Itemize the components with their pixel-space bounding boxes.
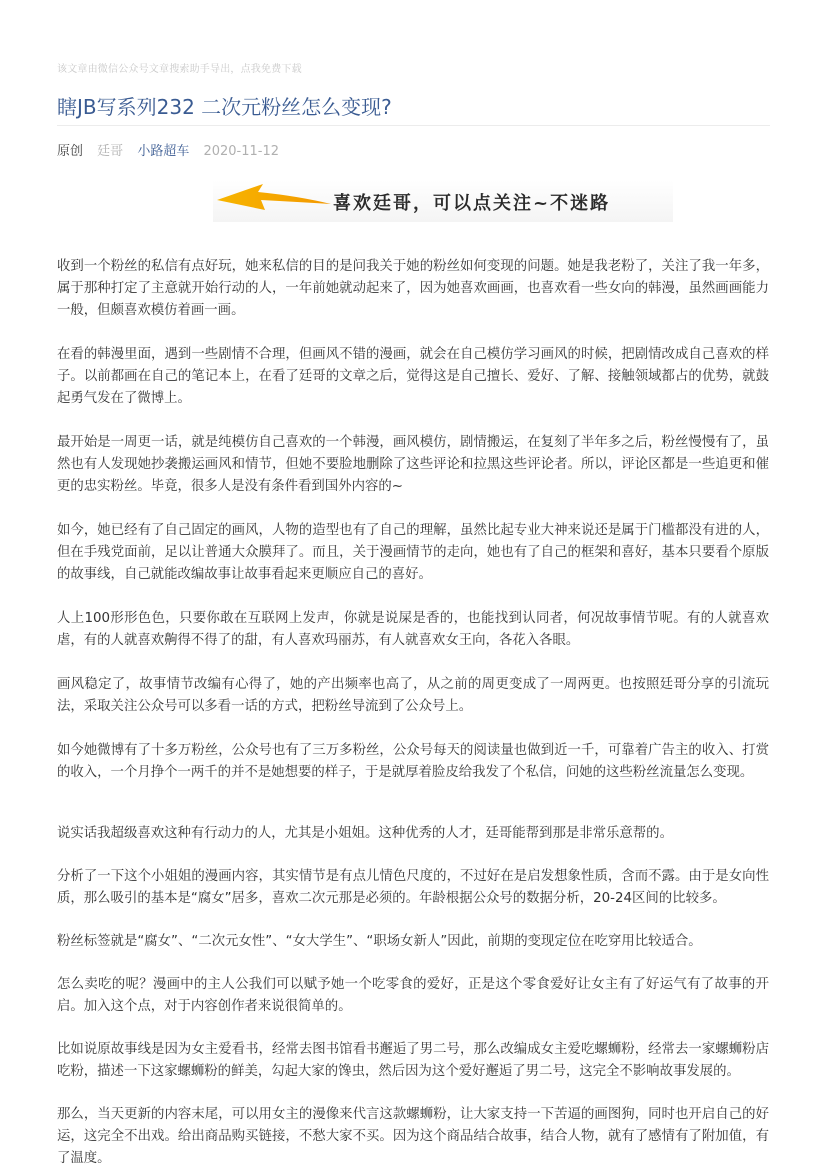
article-meta	[57, 140, 289, 159]
paragraph: 最开始是一周更一话，就是纯模仿自己喜欢的一个韩漫，画风模仿，剧情搬运，在复刻了半年多之后，粉丝慢慢有了，虽然也有人发现她抄袭搬运画风和情节，但她不要脸地删除了这些评论和拉黑这些评论者。所以，评论区都是一些追更和催更的忠实粉丝。毕竟，很多人是没有条件看到国外内容的~	[57, 435, 769, 494]
paragraph: 比如说原故事线是因为女主爱看书，经常去图书馆看书邂逅了男二号，那么改编成女主爱吃螺蛳粉，经常去一家螺蛳粉店吃粉，描述一下这家螺蛳粉的鲜美，勾起大家的馋虫，然后因为这个爱好邂逅了男二号，这完全不影响故事发展的。	[57, 1042, 769, 1079]
paragraph: 在看的韩漫里面，遇到一些剧情不合理，但画风不错的漫画，就会在自己模仿学习画风的时候，把剧情改成自己喜欢的样子。以前都画在自己的笔记本上，在看了廷哥的文章之后，觉得这是自己擅长、爱好、了解、接触领域都占的优势，就鼓起勇气发在了微博上。	[57, 347, 769, 406]
paragraph: 粉丝标签就是“腐女”、“二次元女性”、“女大学生”、“职场女新人”因此，前期的变现定位在吃穿用比较适合。	[57, 934, 702, 949]
banner-text: 喜欢廷哥，可以点关注~不迷路	[333, 193, 611, 214]
article-title: 瞎JB写系列232 二次元粉丝怎么变现?	[57, 95, 392, 119]
account-name-link[interactable]: 小路超车	[137, 144, 190, 159]
paragraph: 那么，当天更新的内容末尾，可以用女主的漫像来代言这款螺蛳粉，让大家支持一下苦逼的画图狗，同时也开启自己的好运，这完全不出戏。给出商品购买链接，不愁大家不买。因为这个商品结合故事，结合人物，就有了感情有了附加值，有了温度。	[57, 1107, 769, 1166]
paragraph: 人上100形形色色，只要你敢在互联网上发声，你就是说屎是香的，也能找到认同者，何况故事情节呢。有的人就喜欢虐，有的人就喜欢齁得不得了的甜，有人喜欢玛丽苏，有人就喜欢女王向，各花入各眼。	[57, 611, 769, 648]
publish-date: 2020-11-12	[203, 144, 280, 159]
author-name: 廷哥	[97, 144, 124, 159]
paragraph: 收到一个粉丝的私信有点好玩，她来私信的目的是问我关于她的粉丝如何变现的问题。她是我老粉了，关注了我一年多，属于那种打定了主意就开始行动的人，一年前她就动起来了，因为她喜欢画画，也喜欢看一些女向的韩漫，虽然画画能力一般，但颇喜欢模仿着画一画。	[57, 259, 769, 318]
title-divider	[57, 125, 770, 126]
paragraph: 画风稳定了，故事情节改编有心得了，她的产出频率也高了，从之前的周更变成了一周两更。也按照廷哥分享的引流玩法，采取关注公众号可以多看一话的方式，把粉丝导流到了公众号上。	[57, 677, 769, 714]
article-body	[57, 256, 769, 1170]
paragraph: 怎么卖吃的呢？漫画中的主人公我们可以赋予她一个吃零食的爱好，正是这个零食爱好让女主有了好运气有了故事的开启。加入这个点，对于内容创作者来说很简单的。	[57, 977, 769, 1014]
follow-banner	[213, 180, 673, 222]
export-notice-link[interactable]: 该文章由微信公众号文章搜索助手导出，点我免费下载	[57, 64, 302, 75]
paragraph: 如今，她已经有了自己固定的画风，人物的造型也有了自己的理解，虽然比起专业大神来说还是属于门槛都没有进的人，但在手残党面前，足以让普通大众膜拜了。而且，关于漫画情节的走向，她也有了自己的框架和喜好，基本只要看个原版的故事线，自己就能改编故事让故事看起来更顺应自己的喜好。	[57, 523, 769, 582]
paragraph: 如今她微博有了十多万粉丝，公众号也有了三万多粉丝，公众号每天的阅读量也做到近一千，可靠着广告主的收入、打赏的收入，一个月挣个一两千的并不是她想要的样子，于是就厚着脸皮给我发了个私信，问她的这些粉丝流量怎么变现。	[57, 743, 769, 780]
paragraph: 分析了一下这个小姐姐的漫画内容，其实情节是有点儿情色尺度的，不过好在是启发想象性质，含而不露。由于是女向性质，那么吸引的基本是“腐女”居多，喜欢二次元那是必须的。年龄根据公众号的数据分析，20-24区间的比较多。	[57, 869, 769, 906]
original-tag: 原创	[57, 144, 84, 159]
paragraph: 说实话我超级喜欢这种有行动力的人，尤其是小姐姐。这种优秀的人才，廷哥能帮到那是非常乐意帮的。	[57, 826, 673, 841]
